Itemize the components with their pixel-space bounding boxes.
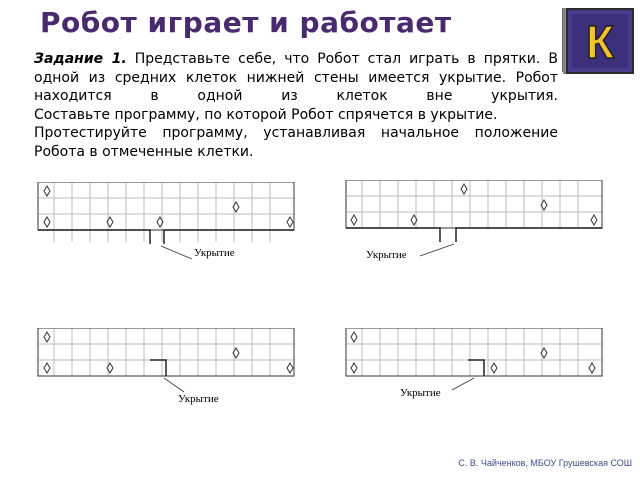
diamond-icon bbox=[44, 332, 293, 373]
grid-4 bbox=[344, 328, 606, 406]
logo-letter: К bbox=[585, 16, 615, 68]
shelter bbox=[346, 228, 602, 242]
grid-2 bbox=[344, 180, 606, 264]
shelter bbox=[150, 360, 166, 376]
task-label: Задание 1. bbox=[34, 51, 127, 67]
shelter-caption: Укрытие bbox=[400, 387, 441, 399]
shelter bbox=[38, 230, 294, 244]
task-text-3: Протестируйте программу, устанавливая начальное положение Робота в отмеченные клетки. bbox=[34, 125, 558, 160]
shelter-caption: Укрытие bbox=[194, 247, 235, 259]
shelter-caption: Укрытие bbox=[366, 249, 407, 261]
task-text bbox=[34, 50, 558, 161]
grid-lines bbox=[346, 180, 602, 228]
grid-3 bbox=[36, 328, 298, 406]
grid-lines bbox=[38, 182, 294, 242]
grid-1 bbox=[36, 182, 298, 264]
page-title: Робот играет и работает bbox=[40, 6, 452, 39]
footer-credit: С. В. Чайченков, МБОУ Грушевская СОШ bbox=[458, 458, 632, 468]
task-text-1: Представьте себе, что Робот стал играть в прятки. В одной из средних клеток нижней стены имеется укрытие. Робот находится в одной из клеток вне укрытия. bbox=[34, 51, 558, 104]
task-text-2: Составьте программу, по которой Робот спрячется в укрытие. bbox=[34, 106, 498, 123]
shelter-caption: Укрытие bbox=[178, 393, 219, 405]
logo bbox=[566, 8, 634, 74]
diamond-icon bbox=[351, 332, 595, 373]
diamond-icon bbox=[44, 186, 293, 227]
divider bbox=[562, 8, 564, 72]
grid-lines bbox=[346, 328, 602, 376]
